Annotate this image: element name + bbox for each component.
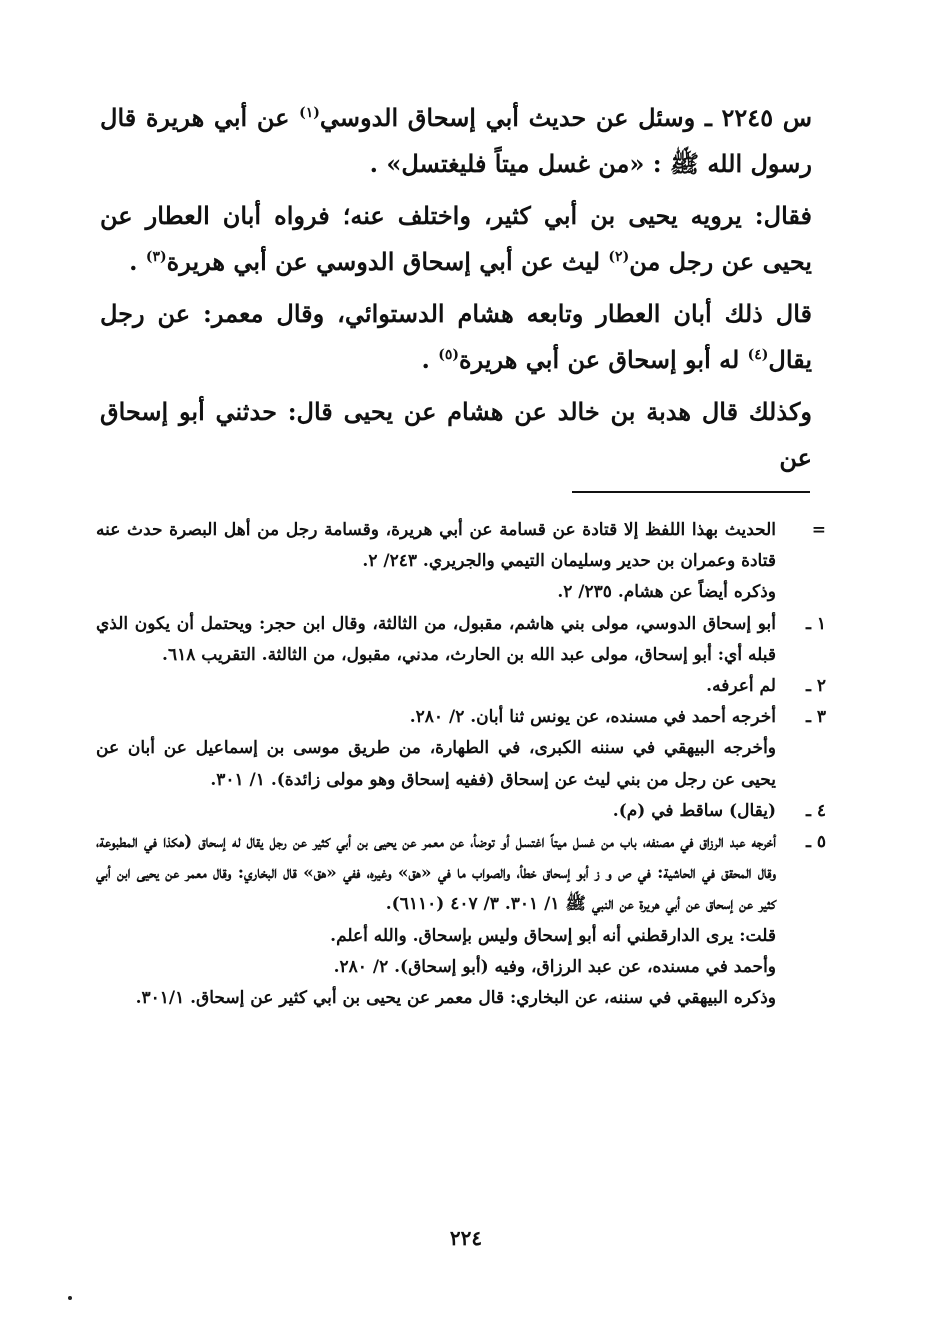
footnote-separator — [572, 491, 810, 493]
footnote-ref-4: (٤) — [747, 347, 769, 363]
footnote-2-number: ٢ ـ — [805, 676, 826, 697]
footnote-1 — [96, 609, 826, 671]
page-number: ٢٢٤ — [449, 1226, 483, 1250]
footnote-5 — [96, 827, 826, 921]
answer-paragraph — [100, 193, 812, 285]
footnote-continued — [96, 515, 826, 577]
footnote-3 — [96, 702, 826, 733]
footnote-continued-text: الحديث بهذا اللفظ إلا قتادة عن قسامة عن أبي هريرة، وقسامة رجل من أهل البصرة حدث عنه قتادة وعمران بن حدير وسليمان التيمي والجريري. ٢٤٣/ ٢. — [96, 520, 776, 572]
question-text: س ٢٢٤٥ ـ وسئل عن حديث أبي إسحاق الدوسي — [319, 103, 813, 132]
paragraph-4 — [100, 389, 812, 481]
footnote-4-text: (يقال) ساقط في (م). — [612, 800, 776, 821]
continuation-marker: = — [811, 520, 826, 540]
question-paragraph — [100, 95, 812, 187]
answer-text-end: . — [129, 247, 146, 276]
footnote-2 — [96, 671, 826, 702]
paragraph-3-end: . — [421, 345, 439, 374]
paragraph-4-text: وكذلك قال هدبة بن خالد عن هشام عن يحيى قال: حدثني أبو إسحاق عن — [100, 397, 812, 472]
footnote-5-note: قلت: يرى الدارقطني أنه أبو إسحاق وليس بإسحاق. والله أعلم. — [330, 925, 776, 946]
paragraph-3-text: قال ذلك أبان العطار وتابعه هشام الدستوائي، وقال معمر: عن رجل يقال — [100, 299, 812, 374]
question-text-end: عن أبي هريرة قال رسول الله ﷺ : «من غسل ميتاً فليغتسل» . — [100, 103, 812, 178]
footnote-5-number: ٥ ـ — [805, 832, 826, 853]
answer-text: فقال: يرويه يحيى بن أبي كثير، واختلف عنه؛ فرواه أبان العطار عن يحيى عن رجل من — [100, 201, 813, 276]
footnote-4 — [96, 796, 826, 827]
footnote-4-number: ٤ ـ — [805, 800, 826, 821]
footnote-3-number: ٣ ـ — [805, 707, 826, 728]
footnote-continued-line: وذكره أيضاً عن هشام. ٢٣٥/ ٢. — [557, 582, 776, 603]
footnote-5-bayhaqi: وذكره البيهقي في سننه، عن البخاري: قال معمر عن يحيى بن أبي كثير عن إسحاق. ٣٠١/١. — [135, 988, 776, 1009]
answer-text-mid: ليث عن أبي إسحاق الدوسي عن أبي هريرة — [166, 247, 609, 276]
footnote-ref-5: (٥) — [438, 347, 460, 363]
footnote-5-ahmad: وأحمد في مسنده، عن عبد الرزاق، وفيه (أبو إسحاق). ٢/ ٢٨٠. — [333, 956, 776, 977]
footnote-3-text: أخرجه أحمد في مسنده، عن يونس ثنا أبان. ٢/ ٢٨٠. — [409, 707, 776, 728]
footnote-ref-1: (١) — [299, 105, 320, 121]
main-text — [100, 95, 812, 487]
scan-speck — [68, 1296, 72, 1300]
paragraph-3 — [100, 291, 812, 383]
footnote-ref-2: (٢) — [608, 249, 630, 265]
footnote-2-text: لم أعرفه. — [706, 676, 776, 697]
footnote-1-number: ١ ـ — [805, 613, 826, 634]
footnote-3-continued: وأخرجه البيهقي في سننه الكبرى، في الطهارة، من طريق موسى بن إسماعيل عن أبان عن يحيى عن رجل من بني ليث عن إسحاق (ففيه إسحاق وهو مولى زائدة). ١/ ٣٠١. — [96, 738, 776, 790]
footnote-1-text: أبو إسحاق الدوسي، مولى بني هاشم، مقبول، من الثالثة، وقال ابن حجر: ويحتمل أن يكون الذي قبله أي: أبو إسحاق، مولى عبد الله بن الحارث، مدني، مقبول، من الثالثة. التقريب ٦١٨. — [96, 613, 776, 665]
paragraph-3-mid: له أبو إسحاق عن أبي هريرة — [459, 345, 748, 374]
footnote-5-text: أخرجه عبد الرزاق في مصنفه، باب من غسل ميتاً اغتسل أو توضأ، عن معمر عن يحيى بن أبي كثير عن رجل يقال له إسحاق (هكذا في المطبوعة، وقال المحقق في الحاشية: في ص و ز أبو إسحاق خطأ، والصواب ما في «هق» وغيره، ففي «هق» قال البخاري: وقال معمر عن يحيى ابن أبي كثير عن إسحاق عن أبي هريرة عن النبي ﷺ ١/ ٣٠١. ٣/ ٤٠٧ (٦١١٠). — [96, 832, 777, 915]
footnote-ref-3: (٣) — [145, 249, 167, 265]
footnotes — [96, 515, 826, 1014]
